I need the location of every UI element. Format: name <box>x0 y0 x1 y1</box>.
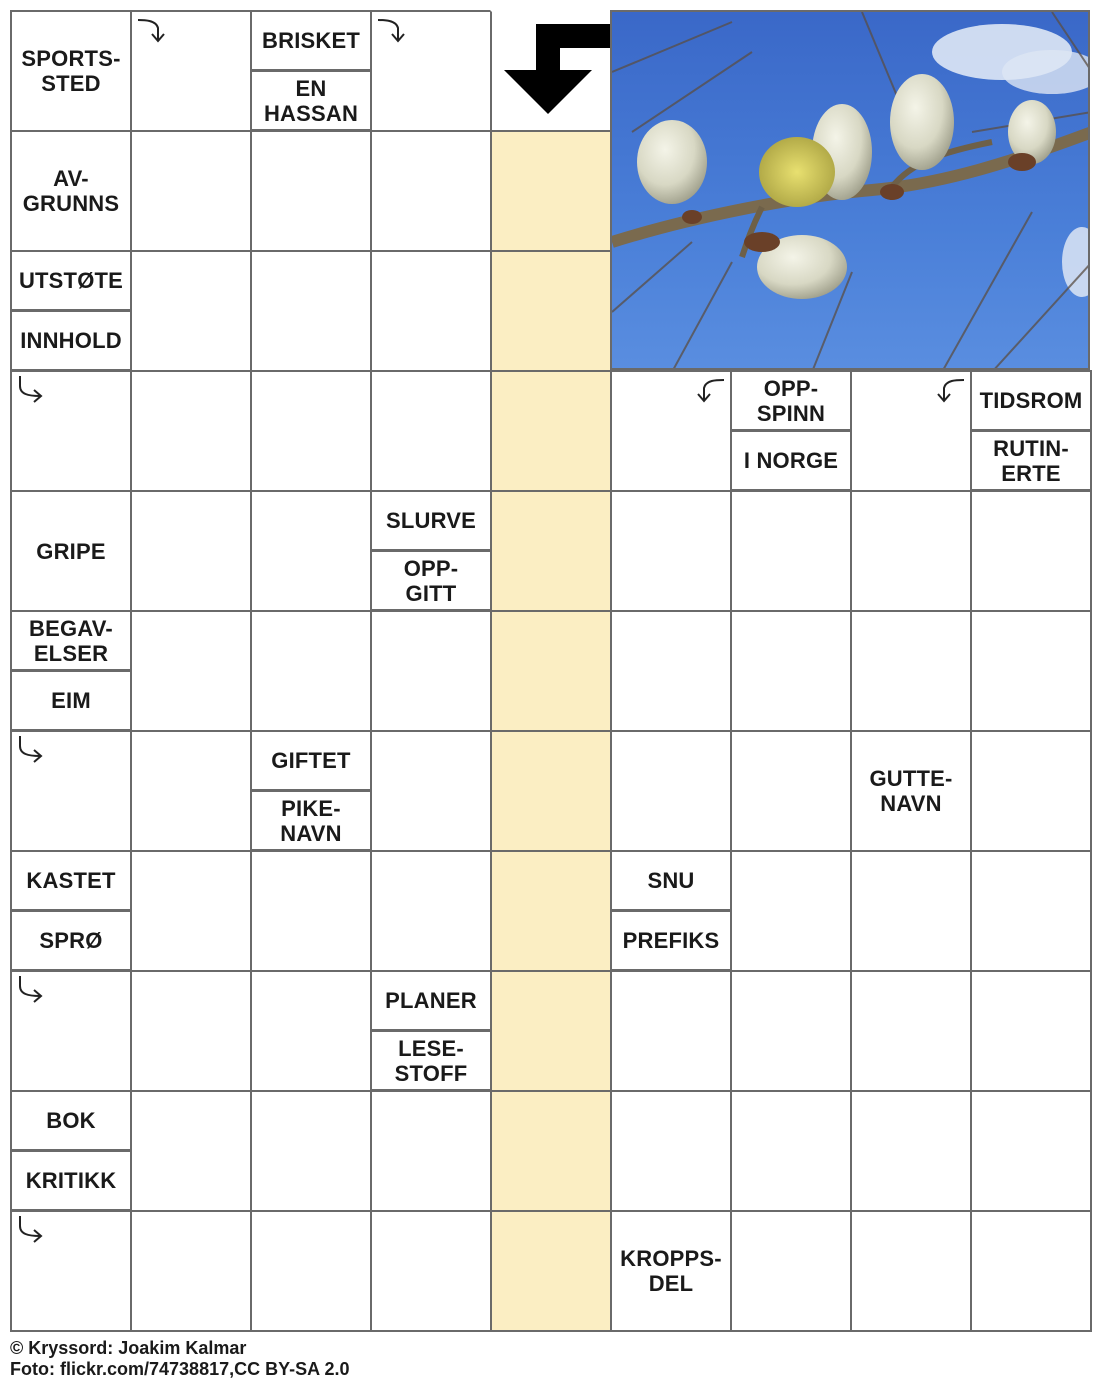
answer-cell[interactable] <box>970 1210 1092 1332</box>
answer-cell[interactable] <box>970 850 1092 972</box>
answer-cell[interactable] <box>970 1090 1092 1212</box>
clue-planer: PLANER <box>370 970 492 1031</box>
solution-cell[interactable] <box>490 1090 612 1212</box>
answer-cell[interactable] <box>370 850 492 972</box>
clue-slurve: SLURVE <box>370 490 492 551</box>
hook-arrow-icon <box>14 734 48 768</box>
answer-cell[interactable] <box>610 1090 732 1212</box>
clue-giftet: GIFTET <box>250 730 372 791</box>
clue-spro: SPRØ <box>10 910 132 971</box>
hook-arrow-icon <box>14 974 48 1008</box>
answer-cell[interactable] <box>370 370 492 492</box>
answer-cell[interactable] <box>850 610 972 732</box>
hook-arrow-icon <box>374 14 408 48</box>
answer-cell[interactable] <box>130 1210 252 1332</box>
answer-cell[interactable] <box>370 1210 492 1332</box>
answer-cell[interactable] <box>250 610 372 732</box>
clue-eim: EIM <box>10 670 132 731</box>
answer-cell[interactable] <box>850 1090 972 1212</box>
crossword-board <box>10 10 1090 1330</box>
answer-cell[interactable] <box>850 490 972 612</box>
clue-rutinerte: RUTIN- ERTE <box>970 430 1092 491</box>
answer-cell[interactable] <box>130 490 252 612</box>
clue-avgrunns: AV- GRUNNS <box>10 130 132 252</box>
answer-cell[interactable] <box>250 1210 372 1332</box>
answer-cell[interactable] <box>730 970 852 1092</box>
big-down-arrow-icon <box>490 10 610 130</box>
answer-cell[interactable] <box>370 250 492 372</box>
clue-bok: BOK <box>10 1090 132 1151</box>
hook-arrow-icon <box>134 14 168 48</box>
answer-cell[interactable] <box>610 610 732 732</box>
answer-cell[interactable] <box>250 850 372 972</box>
answer-cell[interactable] <box>730 850 852 972</box>
answer-cell[interactable] <box>370 130 492 252</box>
photo-credit-text: Foto: flickr.com/74738817,CC BY-SA 2.0 <box>10 1359 350 1379</box>
answer-cell[interactable] <box>730 490 852 612</box>
clue-gripe: GRIPE <box>10 490 132 612</box>
copyright-text: © Kryssord: Joakim Kalmar <box>10 1338 247 1358</box>
answer-cell[interactable] <box>850 1210 972 1332</box>
solution-cell[interactable] <box>490 1210 612 1332</box>
clue-i-norge: I NORGE <box>730 430 852 491</box>
answer-cell[interactable] <box>730 1090 852 1212</box>
clue-tidsrom: TIDSROM <box>970 370 1092 431</box>
hook-arrow-icon <box>14 1214 48 1248</box>
solution-cell[interactable] <box>490 850 612 972</box>
clue-kastet: KASTET <box>10 850 132 911</box>
answer-cell[interactable] <box>130 1090 252 1212</box>
answer-cell[interactable] <box>250 970 372 1092</box>
answer-cell[interactable] <box>250 130 372 252</box>
clue-brisket: BRISKET <box>250 10 372 71</box>
hook-arrow-icon <box>14 374 48 408</box>
clue-begavelser: BEGAV- ELSER <box>10 610 132 671</box>
solution-cell[interactable] <box>490 130 612 252</box>
clue-innhold: INNHOLD <box>10 310 132 371</box>
clue-pikenavn: PIKE- NAVN <box>250 790 372 851</box>
solution-cell[interactable] <box>490 370 612 492</box>
credits <box>10 1338 349 1380</box>
answer-cell[interactable] <box>130 130 252 252</box>
clue-lesestoff: LESE- STOFF <box>370 1030 492 1091</box>
answer-cell[interactable] <box>250 1090 372 1212</box>
answer-cell[interactable] <box>610 490 732 612</box>
clue-utstote: UTSTØTE <box>10 250 132 311</box>
clue-snu: SNU <box>610 850 732 911</box>
solution-cell[interactable] <box>490 730 612 852</box>
answer-cell[interactable] <box>610 970 732 1092</box>
answer-cell[interactable] <box>970 970 1092 1092</box>
answer-cell[interactable] <box>250 250 372 372</box>
willow-catkins-photo <box>610 10 1090 370</box>
answer-cell[interactable] <box>250 370 372 492</box>
clue-oppgitt: OPP- GITT <box>370 550 492 611</box>
solution-cell[interactable] <box>490 610 612 732</box>
answer-cell[interactable] <box>730 730 852 852</box>
answer-cell[interactable] <box>130 970 252 1092</box>
solution-cell[interactable] <box>490 490 612 612</box>
answer-cell[interactable] <box>130 370 252 492</box>
solution-cell[interactable] <box>490 250 612 372</box>
answer-cell[interactable] <box>370 610 492 732</box>
answer-cell[interactable] <box>130 610 252 732</box>
answer-cell[interactable] <box>850 970 972 1092</box>
hook-arrow-icon <box>694 374 728 408</box>
answer-cell[interactable] <box>730 1210 852 1332</box>
clue-prefiks: PREFIKS <box>610 910 732 971</box>
clue-en-hassan: EN HASSAN <box>250 70 372 131</box>
solution-cell[interactable] <box>490 970 612 1092</box>
clue-sportssted: SPORTS- STED <box>10 10 132 132</box>
clue-opp-spinn: OPP- SPINN <box>730 370 852 431</box>
clue-kritikk: KRITIKK <box>10 1150 132 1211</box>
answer-cell[interactable] <box>130 250 252 372</box>
answer-cell[interactable] <box>130 850 252 972</box>
answer-cell[interactable] <box>610 730 732 852</box>
answer-cell[interactable] <box>130 730 252 852</box>
answer-cell[interactable] <box>970 610 1092 732</box>
answer-cell[interactable] <box>370 730 492 852</box>
hook-arrow-icon <box>934 374 968 408</box>
answer-cell[interactable] <box>370 1090 492 1212</box>
answer-cell[interactable] <box>250 490 372 612</box>
clue-kroppsdel: KROPPS- DEL <box>610 1210 732 1332</box>
answer-cell[interactable] <box>730 610 852 732</box>
answer-cell[interactable] <box>850 850 972 972</box>
answer-cell[interactable] <box>970 730 1092 852</box>
clue-guttenavn: GUTTE- NAVN <box>850 730 972 852</box>
answer-cell[interactable] <box>970 490 1092 612</box>
